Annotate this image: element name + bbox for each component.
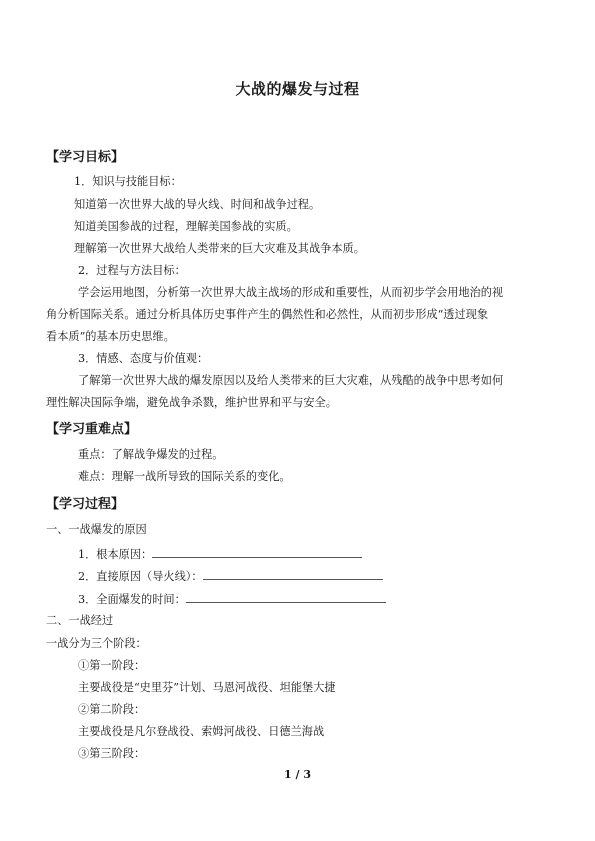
question-outbreak-time xyxy=(78,591,386,607)
question-direct-cause xyxy=(78,568,383,584)
question-root-cause xyxy=(78,546,362,562)
answer-blank-root-cause[interactable] xyxy=(152,546,362,558)
answer-blank-direct-cause[interactable] xyxy=(203,568,383,580)
answer-blank-outbreak-time[interactable] xyxy=(186,591,386,603)
objective-process-1a: 学会运用地图，分析第一次世界大战主战场的形成和重要性，从而初步学会用地治的视 xyxy=(78,286,504,299)
key-point-difficulty: 难点：理解一战所导致的国际关系的变化。 xyxy=(78,470,291,483)
objective-process-1b: 角分析国际关系。通过分析具体历史事件产生的偶然性和必然性，从而初步形成“透过现象 xyxy=(46,308,489,321)
question-root-cause-label: 1．根本原因： xyxy=(78,548,153,561)
stage-2-label: ②第二阶段： xyxy=(78,703,146,716)
page-number: 1 / 3 xyxy=(284,768,311,781)
objective-knowledge-label: 1．知识与技能目标： xyxy=(74,175,182,188)
objective-emotion-label: 3．情感、态度与价值观： xyxy=(78,352,209,365)
stages-intro: 一战分为三个阶段： xyxy=(46,637,147,650)
heading-learning-objectives: 【学习目标】 xyxy=(46,150,125,165)
part1-title: 一、一战爆发的原因 xyxy=(46,523,147,536)
question-direct-cause-label: 2．直接原因（导火线）： xyxy=(78,570,203,583)
objective-knowledge-3: 理解第一次世界大战给人类带来的巨大灾难及其战争本质。 xyxy=(74,242,365,255)
objective-knowledge-2: 知道美国参战的过程，理解美国参战的实质。 xyxy=(74,220,298,233)
objective-process-label: 2．过程与方法目标： xyxy=(78,264,186,277)
part2-title: 二、一战经过 xyxy=(46,614,114,627)
document-title: 大战的爆发与过程 xyxy=(235,80,360,98)
stage-1-battles: 主要战役是“史里芬”计划、马恩河战役、坦能堡大捷 xyxy=(78,681,336,694)
objective-emotion-1b: 理性解决国际争端，避免战争杀戮，维护世界和平与安全。 xyxy=(46,396,337,409)
objective-process-1c: 看本质”的基本历史思维。 xyxy=(46,330,175,343)
heading-learning-process: 【学习过程】 xyxy=(46,497,125,512)
objective-knowledge-1: 知道第一次世界大战的导火线、时间和战争过程。 xyxy=(74,198,321,211)
key-point-focus: 重点：了解战争爆发的过程。 xyxy=(78,448,224,461)
stage-1-label: ①第一阶段： xyxy=(78,659,146,672)
question-outbreak-time-label: 3．全面爆发的时间： xyxy=(78,593,186,606)
stage-2-battles: 主要战役是凡尔登战役、索姆河战役、日德兰海战 xyxy=(78,725,325,738)
stage-3-label: ③第三阶段： xyxy=(78,747,146,760)
heading-key-difficult-points: 【学习重难点】 xyxy=(46,422,138,437)
objective-emotion-1a: 了解第一次世界大战的爆发原因以及给人类带来的巨大灾难，从残酷的战争中思考如何 xyxy=(78,374,504,387)
